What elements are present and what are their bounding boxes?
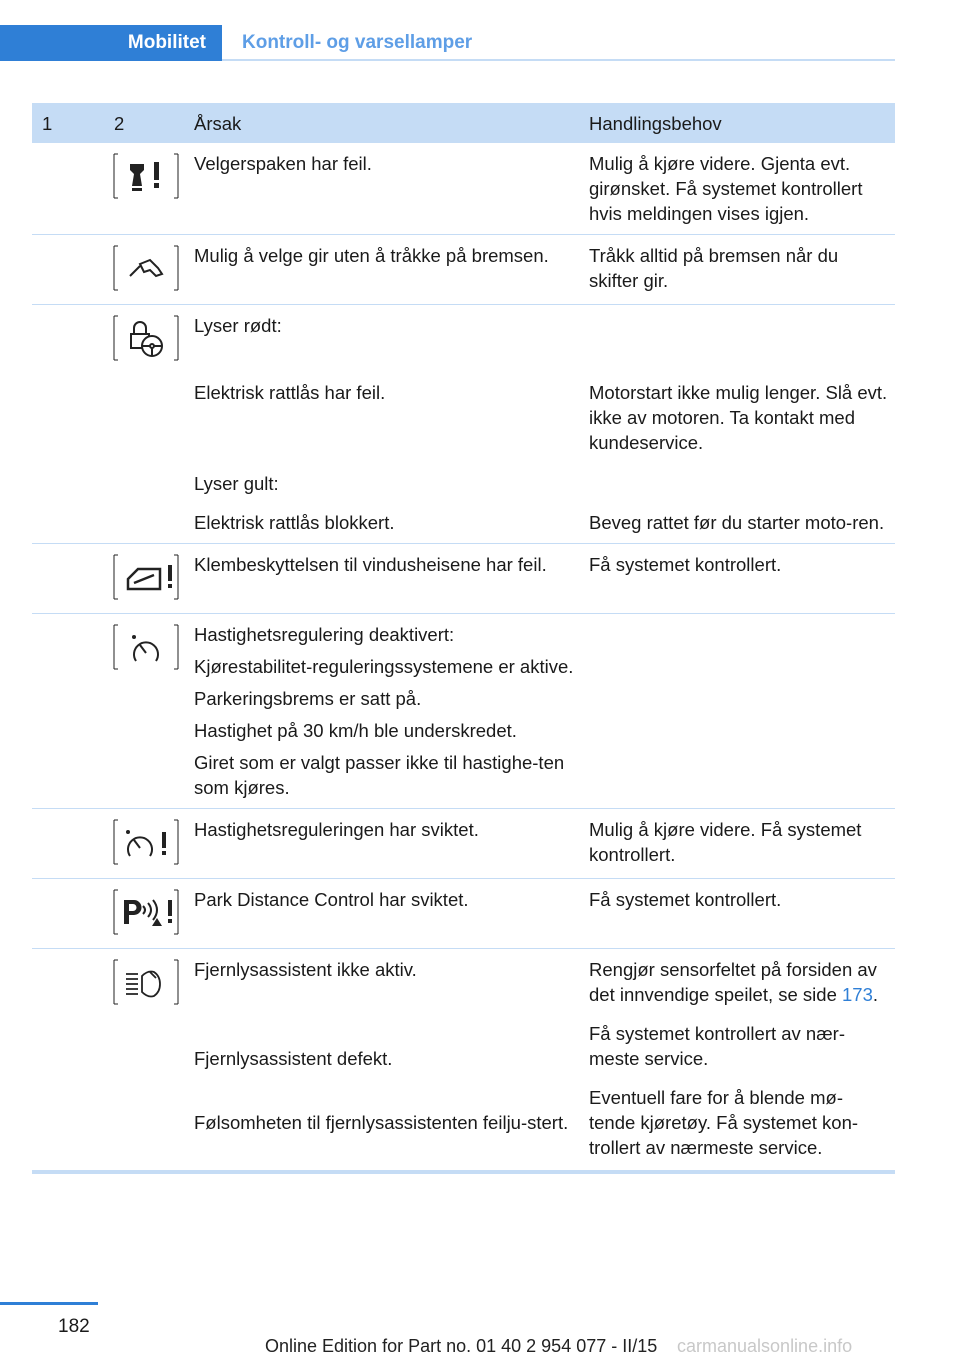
header-divider	[222, 59, 895, 61]
action-text: Eventuell fare for å blende mø-tende kjøretøy. Få systemet kon-trollert av nærmeste service.	[589, 1087, 859, 1158]
cause-cell: Velgerspaken har feil.	[194, 143, 589, 235]
action-text-end: .	[872, 984, 879, 1005]
high-beam-assistant-icon	[110, 958, 182, 1006]
table-row	[32, 809, 895, 879]
foot-brake-icon	[110, 244, 182, 292]
cause-text: Fjernlysassistent defekt.	[194, 1048, 393, 1069]
edition-note: Online Edition for Part no. 01 40 2 954 077 - II/15	[265, 1336, 658, 1356]
cause-cell: Hastighetsreguleringen har sviktet.	[194, 809, 589, 879]
action-text	[589, 957, 889, 1007]
footer-accent-line	[0, 1302, 98, 1305]
window-pinch-protection-icon	[110, 553, 182, 601]
cause-text: Hastighet på 30 km/h ble underskredet.	[194, 720, 517, 741]
column-header-action: Handlingsbehov	[589, 103, 895, 143]
table-header-row	[32, 103, 895, 143]
action-cell: Få systemet kontrollert.	[589, 544, 895, 614]
cruise-control-failure-icon	[110, 818, 182, 866]
page-reference-link[interactable]: 173	[842, 984, 873, 1005]
action-cell: Få systemet kontrollert.	[589, 879, 895, 949]
action-cell: Mulig å kjøre videre. Gjenta evt. girønsket. Få systemet kontrollert hvis meldingen vises igjen.	[589, 143, 895, 235]
section-tab: Mobilitet	[0, 25, 222, 61]
steering-lock-icon	[110, 314, 182, 362]
page-number: 182	[58, 1316, 90, 1337]
table-row	[32, 544, 895, 614]
table-row	[32, 879, 895, 949]
cause-text: Kjørestabilitet-reguleringssystemene er aktive.	[194, 656, 574, 677]
cause-text: Følsomheten til fjernlysassistenten feilju-stert.	[194, 1112, 569, 1133]
red-light-label: Lyser rødt:	[194, 315, 282, 336]
action-text: Få systemet kontrollert av nær-meste service.	[589, 1023, 845, 1069]
action-text: Motorstart ikke mulig lenger. Slå evt. ikke av motoren. Ta kontakt med kundeservice.	[589, 382, 888, 453]
cause-text: Giret som er valgt passer ikke til hastighe-ten som kjøres.	[194, 752, 565, 798]
table-row	[32, 614, 895, 809]
column-header-2: 2	[106, 103, 194, 143]
table-row	[32, 305, 895, 544]
table-row	[32, 235, 895, 305]
table-row	[32, 143, 895, 235]
park-distance-control-icon	[110, 888, 182, 936]
cause-cell: Park Distance Control har sviktet.	[194, 879, 589, 949]
page-header	[0, 25, 895, 61]
cause-cell: Klembeskyttelsen til vindusheisene har feil.	[194, 544, 589, 614]
table-row	[32, 949, 895, 1173]
cause-text: Hastighetsregulering deaktivert:	[194, 624, 455, 645]
action-cell: Mulig å kjøre videre. Få systemet kontrollert.	[589, 809, 895, 879]
column-header-cause: Årsak	[194, 103, 589, 143]
column-header-1: 1	[32, 103, 106, 143]
chapter-title: Kontroll- og varsellamper	[242, 32, 473, 53]
gear-selector-warning-icon	[110, 152, 182, 200]
cruise-control-icon	[110, 623, 182, 671]
yellow-light-label: Lyser gult:	[194, 473, 279, 494]
cause-text: Elektrisk rattlås har feil.	[194, 382, 386, 403]
warning-lights-table	[32, 103, 895, 1174]
action-text-part: Rengjør sensorfeltet på forsiden av det innvendige speilet, se side	[589, 959, 877, 1005]
cause-text: Fjernlysassistent ikke aktiv.	[194, 959, 417, 980]
cause-text: Elektrisk rattlås blokkert.	[194, 512, 395, 533]
watermark: carmanualsonline.info	[677, 1336, 853, 1356]
action-cell: Tråkk alltid på bremsen når du skifter gir.	[589, 235, 895, 305]
action-text: Beveg rattet før du starter moto-ren.	[589, 512, 885, 533]
cause-text: Parkeringsbrems er satt på.	[194, 688, 422, 709]
cause-cell: Mulig å velge gir uten å tråkke på bremsen.	[194, 235, 589, 305]
